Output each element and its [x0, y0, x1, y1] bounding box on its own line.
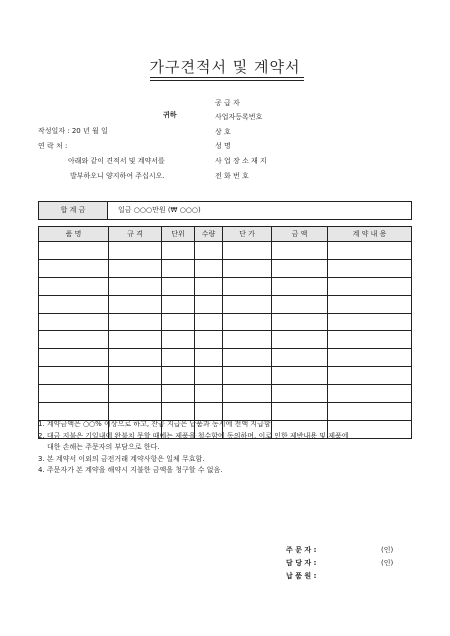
table-cell[interactable] [162, 295, 195, 313]
orderer-seal: (인) [381, 546, 394, 554]
header-item-name: 품 명 [39, 227, 109, 242]
header-spec: 규 격 [109, 227, 162, 242]
table-cell[interactable] [39, 385, 109, 403]
header-amount: 금 액 [272, 227, 328, 242]
table-cell[interactable] [328, 242, 412, 260]
manager-label: 담 당 자 : [286, 559, 317, 567]
note-2: 2. 대금 지불은 기일내에 완불치 못할 때에는 제품을 철수함에 동의하며, 이로 인한 제반내용 및 제품에 [38, 431, 349, 440]
table-cell[interactable] [328, 367, 412, 385]
table-cell[interactable] [272, 403, 328, 421]
table-cell[interactable] [162, 259, 195, 277]
table-cell[interactable] [328, 349, 412, 367]
table-row [39, 331, 412, 349]
table-row [39, 295, 412, 313]
table-cell[interactable] [109, 367, 162, 385]
table-cell[interactable] [109, 313, 162, 331]
table-cell[interactable] [109, 349, 162, 367]
table-cell[interactable] [328, 385, 412, 403]
table-cell[interactable] [195, 367, 223, 385]
table-cell[interactable] [39, 295, 109, 313]
table-row [39, 367, 412, 385]
table-cell[interactable] [272, 349, 328, 367]
message-line-2: 발부하오니 양지하여 주십시오. [70, 172, 165, 180]
table-cell[interactable] [272, 385, 328, 403]
table-cell[interactable] [195, 403, 223, 421]
table-cell[interactable] [39, 331, 109, 349]
table-cell[interactable] [162, 367, 195, 385]
table-cell[interactable] [162, 277, 195, 295]
table-cell[interactable] [328, 295, 412, 313]
table-cell[interactable] [272, 313, 328, 331]
table-cell[interactable] [223, 331, 272, 349]
table-cell[interactable] [272, 331, 328, 349]
table-cell[interactable] [109, 277, 162, 295]
table-cell[interactable] [223, 385, 272, 403]
header-unit: 단위 [162, 227, 195, 242]
supplier-field-bizno: 사업자등록번호 [215, 113, 263, 121]
note-4: 4. 주문자가 본 계약을 해약시 지불한 금액을 청구할 수 없음. [38, 466, 223, 474]
table-cell[interactable] [223, 313, 272, 331]
table-cell[interactable] [109, 242, 162, 260]
table-cell[interactable] [272, 367, 328, 385]
table-cell[interactable] [162, 313, 195, 331]
table-cell[interactable] [272, 277, 328, 295]
total-amount-box [38, 201, 412, 220]
table-cell[interactable] [195, 349, 223, 367]
note-2-continued: 대한 손해는 주문자의 부담으로 한다. [47, 443, 160, 451]
table-cell[interactable] [328, 259, 412, 277]
table-cell[interactable] [223, 367, 272, 385]
recipient-label: 귀하 [163, 111, 177, 119]
table-cell[interactable] [109, 385, 162, 403]
table-cell[interactable] [39, 403, 109, 421]
total-label: 합 계 금 [39, 202, 108, 219]
supplier-field-address: 사 업 장 소 재 지 [215, 157, 267, 165]
table-cell[interactable] [39, 242, 109, 260]
note-3: 3. 본 계약서 이외의 금전거래 계약사항은 일체 무효함. [38, 454, 205, 463]
table-cell[interactable] [223, 349, 272, 367]
total-value: 일금 ○○○만원 (₩ ○○○) [118, 206, 201, 214]
table-cell[interactable] [223, 242, 272, 260]
supplier-header: 공 급 자 [215, 99, 240, 107]
supplier-field-phone: 전 화 번 호 [215, 172, 249, 180]
table-cell[interactable] [39, 367, 109, 385]
table-cell[interactable] [109, 295, 162, 313]
table-cell[interactable] [109, 259, 162, 277]
terms-notes [38, 419, 418, 477]
date-line: 작성일자 : 20 년 월 일 [38, 127, 108, 135]
table-cell[interactable] [195, 313, 223, 331]
message-line-1: 아래와 같이 견적서 및 계약서를 [68, 157, 165, 165]
header-contract-content: 계 약 내 용 [328, 227, 412, 242]
items-table [38, 226, 412, 439]
table-cell[interactable] [39, 277, 109, 295]
table-cell[interactable] [195, 259, 223, 277]
table-cell[interactable] [162, 331, 195, 349]
table-cell[interactable] [195, 331, 223, 349]
table-cell[interactable] [162, 385, 195, 403]
table-row [39, 385, 412, 403]
table-cell[interactable] [109, 403, 162, 421]
deliverer-label: 납 품 원 : [286, 572, 317, 580]
table-cell[interactable] [195, 295, 223, 313]
manager-seal: (인) [381, 559, 394, 567]
table-cell[interactable] [195, 277, 223, 295]
table-row [39, 349, 412, 367]
table-cell[interactable] [223, 259, 272, 277]
note-1: 1. 계약금액은 ○○% 이상으로 하고, 잔금 지급은 납품과 동시에 전액 지급함. [38, 420, 273, 428]
header-unit-price: 단 가 [223, 227, 272, 242]
table-cell[interactable] [162, 242, 195, 260]
table-cell[interactable] [39, 349, 109, 367]
table-cell[interactable] [272, 259, 328, 277]
title-underline [150, 77, 304, 78]
table-row [39, 259, 412, 277]
table-row [39, 403, 412, 421]
table-cell[interactable] [39, 313, 109, 331]
table-cell[interactable] [223, 295, 272, 313]
supplier-field-name: 성 명 [215, 142, 231, 150]
supplier-field-company: 상 호 [215, 128, 231, 136]
table-cell[interactable] [328, 331, 412, 349]
document-title: 가구견적서 및 계약서 [149, 58, 301, 76]
table-cell[interactable] [328, 403, 412, 421]
table-cell[interactable] [328, 313, 412, 331]
table-cell[interactable] [162, 349, 195, 367]
title-underline-second [150, 80, 304, 81]
table-cell[interactable] [109, 331, 162, 349]
table-row [39, 242, 412, 260]
table-cell[interactable] [195, 242, 223, 260]
table-cell[interactable] [328, 277, 412, 295]
table-cell[interactable] [223, 403, 272, 421]
table-cell[interactable] [272, 242, 328, 260]
header-quantity: 수량 [195, 227, 223, 242]
table-row [39, 313, 412, 331]
table-row [39, 277, 412, 295]
table-cell[interactable] [272, 295, 328, 313]
contact-line: 연 락 처 : [38, 142, 68, 150]
table-cell[interactable] [162, 403, 195, 421]
orderer-label: 주 문 자 : [286, 546, 317, 554]
table-cell[interactable] [223, 277, 272, 295]
table-cell[interactable] [195, 385, 223, 403]
table-header-row [39, 227, 412, 242]
table-cell[interactable] [39, 259, 109, 277]
